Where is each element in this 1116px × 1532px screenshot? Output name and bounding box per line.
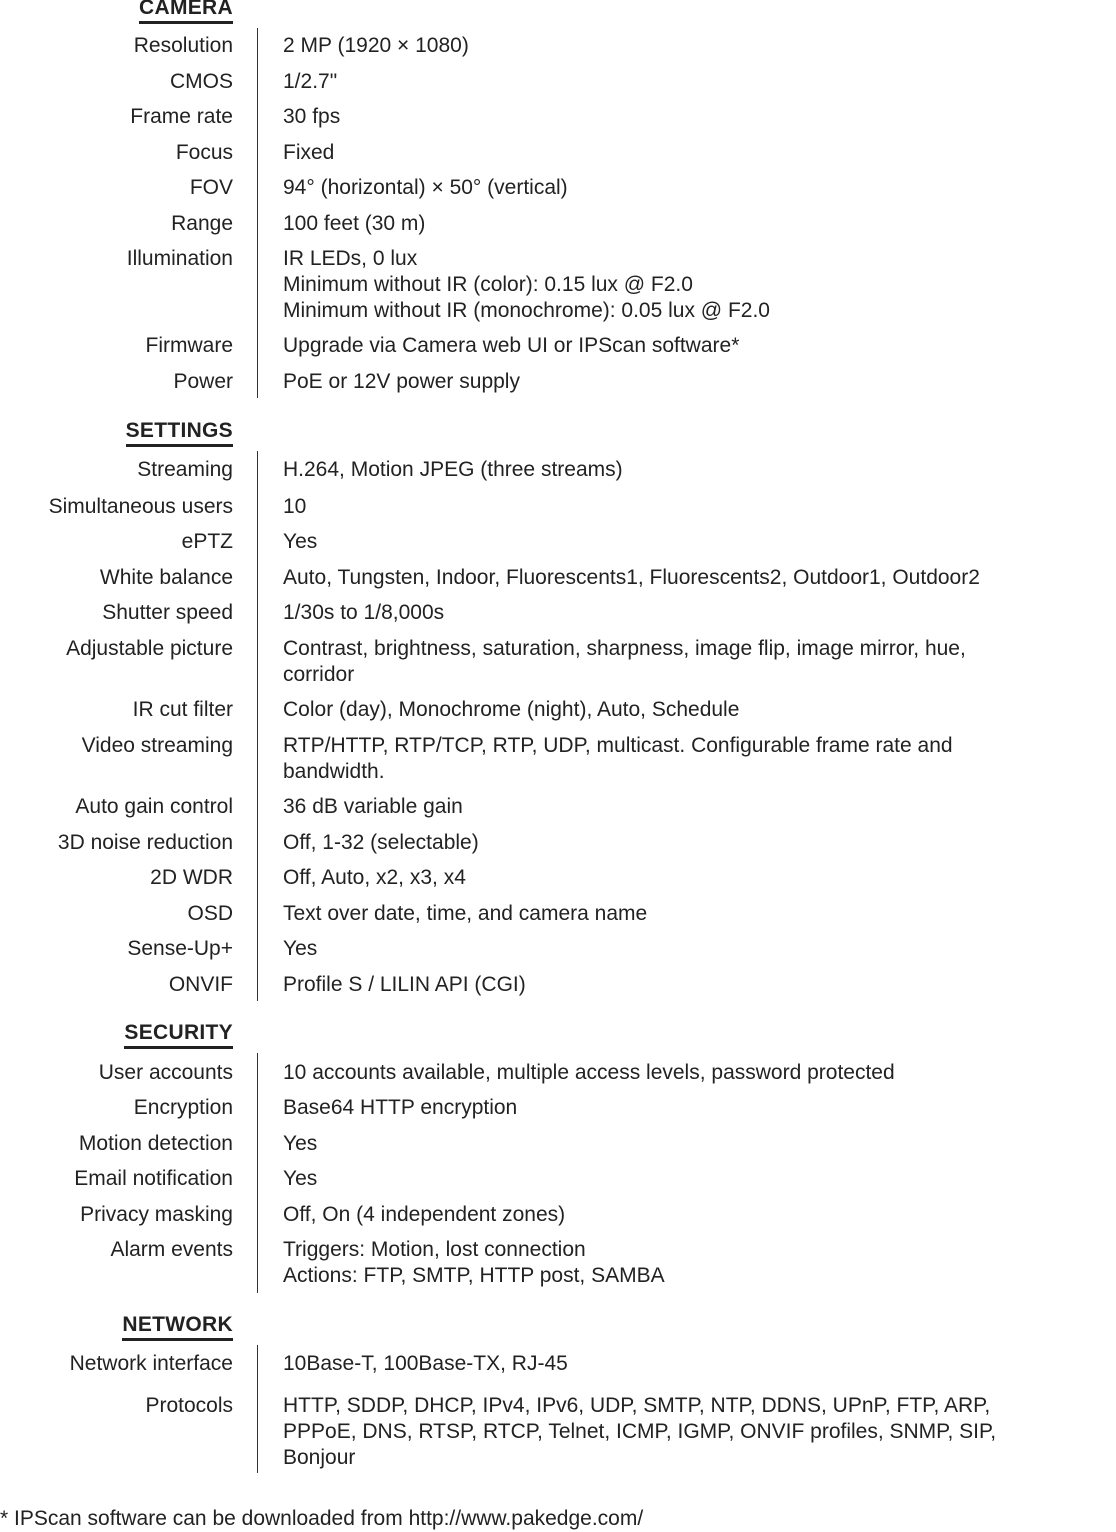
spec-label: Protocols	[145, 1394, 233, 1417]
spec-label: Video streaming	[81, 734, 233, 757]
spec-label: Sense-Up+	[127, 937, 233, 960]
divider-line	[257, 1053, 258, 1293]
spec-value: Yes	[283, 937, 318, 960]
spec-value: Upgrade via Camera web UI or IPScan software*	[283, 334, 740, 357]
spec-value: HTTP, SDDP, DHCP, IPv4, IPv6, UDP, SMTP, NTP, DDNS, UPnP, FTP, ARP, PPPoE, DNS, RTSP, RTCP, Telnet, ICMP, IGMP, ONVIF profiles, SNMP, SIP, Bonjour	[283, 1394, 997, 1469]
spec-value: Text over date, time, and camera name	[283, 902, 648, 925]
spec-label: Power	[173, 370, 233, 393]
spec-label: White balance	[99, 566, 233, 589]
spec-value: Yes	[283, 1132, 318, 1155]
spec-value: Auto, Tungsten, Indoor, Fluorescents1, Fluorescents2, Outdoor1, Outdoor2	[283, 566, 980, 589]
spec-value: Triggers: Motion, lost connection Actions: FTP, SMTP, HTTP post, SAMBA	[283, 1238, 665, 1287]
spec-value: Yes	[283, 1167, 318, 1190]
spec-label: Focus	[175, 141, 233, 164]
spec-label: Range	[171, 212, 233, 235]
spec-label: Streaming	[137, 458, 233, 481]
spec-value: Off, Auto, x2, x3, x4	[283, 866, 466, 889]
divider-line	[257, 1345, 258, 1473]
spec-value: 1/30s to 1/8,000s	[283, 601, 445, 624]
spec-label: Shutter speed	[102, 601, 233, 624]
section-title-camera: CAMERA	[139, 0, 233, 24]
spec-label: FOV	[189, 176, 233, 199]
divider-line	[257, 28, 258, 398]
spec-label: CMOS	[170, 70, 233, 93]
spec-value: IR LEDs, 0 lux Minimum without IR (color): 0.15 lux @ F2.0 Minimum without IR (monochrome): 0.05 lux @ F2.0	[283, 247, 770, 322]
spec-value: Base64 HTTP encryption	[283, 1096, 518, 1119]
spec-label: Encryption	[133, 1096, 233, 1119]
spec-label: 2D WDR	[150, 866, 233, 889]
spec-label: IR cut filter	[132, 698, 233, 721]
spec-label: Resolution	[133, 34, 233, 57]
spec-label: Adjustable picture	[66, 637, 233, 660]
spec-value: 100 feet (30 m)	[283, 212, 426, 235]
section-title-security: SECURITY	[124, 1021, 233, 1049]
spec-label: Email notification	[74, 1167, 233, 1190]
spec-value: 1/2.7"	[283, 70, 338, 93]
spec-value: RTP/HTTP, RTP/TCP, RTP, UDP, multicast. Configurable frame rate and bandwidth.	[283, 734, 953, 783]
spec-value: 10Base-T, 100Base-TX, RJ-45	[283, 1352, 568, 1375]
spec-value: 10 accounts available, multiple access levels, password protected	[283, 1061, 895, 1084]
spec-label: Privacy masking	[80, 1203, 233, 1226]
spec-value: Profile S / LILIN API (CGI)	[283, 973, 526, 996]
spec-label: Illumination	[126, 247, 233, 270]
spec-value: H.264, Motion JPEG (three streams)	[283, 458, 623, 481]
spec-label: 3D noise reduction	[57, 831, 233, 854]
spec-label: Motion detection	[78, 1132, 233, 1155]
spec-label: ONVIF	[168, 973, 233, 996]
section-title-network: NETWORK	[122, 1313, 233, 1341]
spec-label: OSD	[187, 902, 233, 925]
spec-value: 2 MP (1920 × 1080)	[283, 34, 469, 57]
spec-label: Auto gain control	[75, 795, 233, 818]
section-title-settings: SETTINGS	[126, 419, 233, 447]
spec-value: Off, On (4 independent zones)	[283, 1203, 566, 1226]
spec-label: Firmware	[145, 334, 233, 357]
spec-value: Yes	[283, 530, 318, 553]
spec-label: Simultaneous users	[48, 495, 233, 518]
spec-label: User accounts	[98, 1061, 233, 1084]
spec-value: 36 dB variable gain	[283, 795, 463, 818]
spec-value: Contrast, brightness, saturation, sharpness, image flip, image mirror, hue, corridor	[283, 637, 966, 686]
spec-value: Off, 1-32 (selectable)	[283, 831, 479, 854]
spec-value: PoE or 12V power supply	[283, 370, 520, 393]
spec-label: Network interface	[69, 1352, 233, 1375]
spec-label: Frame rate	[130, 105, 233, 128]
divider-line	[257, 451, 258, 1001]
spec-value: 30 fps	[283, 105, 341, 128]
spec-value: Color (day), Monochrome (night), Auto, Schedule	[283, 698, 740, 721]
spec-label: Alarm events	[110, 1238, 233, 1261]
spec-value: 94° (horizontal) × 50° (vertical)	[283, 176, 568, 199]
spec-label: ePTZ	[181, 530, 233, 553]
spec-value: 10	[283, 495, 307, 518]
footnote: * IPScan software can be downloaded from http://www.pakedge.com/	[0, 1507, 644, 1530]
spec-value: Fixed	[283, 141, 335, 164]
